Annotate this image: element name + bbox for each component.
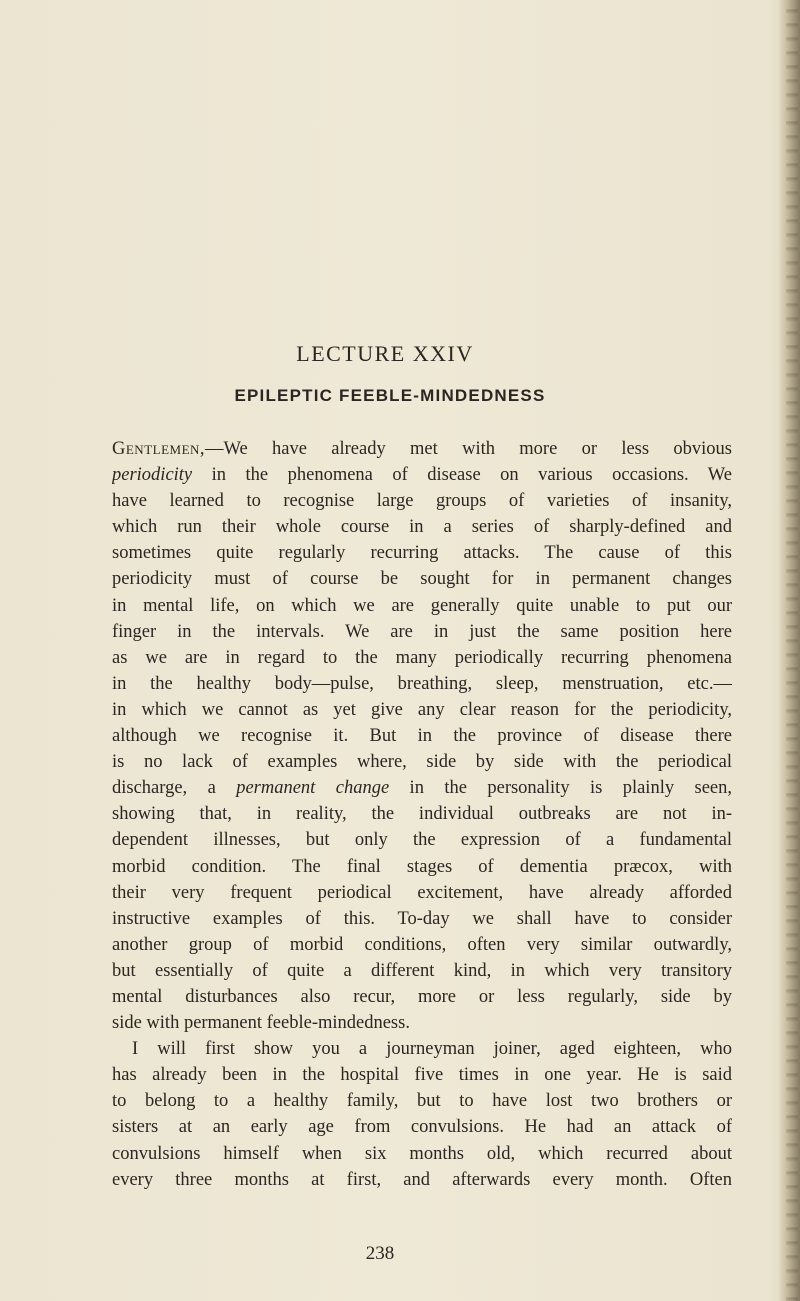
chapter-title: EPILEPTIC FEEBLE-MINDEDNESS — [234, 386, 546, 405]
text-span: in the personality is plainly seen, — [389, 778, 732, 799]
text-span: in the phenomena of disease on various occasions. We — [192, 465, 732, 486]
text-smallcaps: Gentlemen, — [112, 439, 206, 459]
text-line: side with permanent feeble-mindedness. — [112, 1013, 410, 1034]
page-edge-texture — [786, 0, 798, 1301]
text-line: showing that, in reality, the individual outbreaks are not in- — [112, 804, 732, 825]
text-line: is no lack of examples where, side by side with the periodical — [112, 752, 732, 773]
text-line: as we are in regard to the many periodically recurring phenomena — [112, 647, 732, 668]
text-line: to belong to a healthy family, but to have lost two brothers or — [112, 1091, 732, 1112]
text-line: have learned to recognise large groups of varieties of insanity, — [112, 491, 732, 512]
text-line: mental disturbances also recur, more or less regularly, side by — [112, 986, 732, 1007]
text-line: in the healthy body—pulse, breathing, sleep, menstruation, etc.— — [112, 673, 732, 694]
text-line: sisters at an early age from convulsions. He had an attack of — [112, 1117, 732, 1138]
text-line: but essentially of quite a different kind, in which very transitory — [112, 960, 732, 981]
text-line — [112, 775, 732, 801]
text-line: which run their whole course in a series of sharply-defined and — [112, 517, 732, 538]
text-line: I will first show you a journeyman joiner, aged eighteen, who — [132, 1039, 732, 1060]
text-line: every three months at first, and afterwards every month. Often — [112, 1169, 732, 1190]
text-line: instructive examples of this. To-day we shall have to consider — [112, 908, 732, 929]
text-italic: permanent change — [236, 778, 390, 799]
text-line: morbid condition. The final stages of dementia præcox, with — [112, 856, 732, 877]
text-span: discharge, a — [112, 778, 237, 799]
text-line: has already been in the hospital five times in one year. He is said — [112, 1065, 732, 1086]
lecture-number: LECTURE XXIV — [296, 341, 474, 366]
text-line: in mental life, on which we are generally quite unable to put our — [112, 595, 732, 616]
text-line: another group of morbid conditions, often very similar outwardly, — [112, 934, 732, 955]
text-line: sometimes quite regularly recurring attacks. The cause of this — [112, 543, 732, 564]
text-line: convulsions himself when six months old, which recurred about — [112, 1143, 732, 1164]
text-line: periodicity must of course be sought for in permanent changes — [112, 569, 732, 590]
text-line: dependent illnesses, but only the expression of a fundamental — [112, 830, 732, 851]
text-line: their very frequent periodical excitement, have already afforded — [112, 882, 732, 903]
body-text — [112, 436, 732, 1193]
text-italic: periodicity — [112, 465, 193, 486]
text-line — [112, 462, 732, 488]
text-line: finger in the intervals. We are in just the same position here — [112, 621, 732, 642]
text-line: although we recognise it. But in the province of disease there — [112, 726, 732, 747]
page-number: 238 — [365, 1243, 395, 1264]
text-line: in which we cannot as yet give any clear reason for the periodicity, — [112, 699, 732, 720]
text-span: —We have already met with more or less obvious — [205, 439, 732, 459]
text-line — [112, 436, 732, 462]
